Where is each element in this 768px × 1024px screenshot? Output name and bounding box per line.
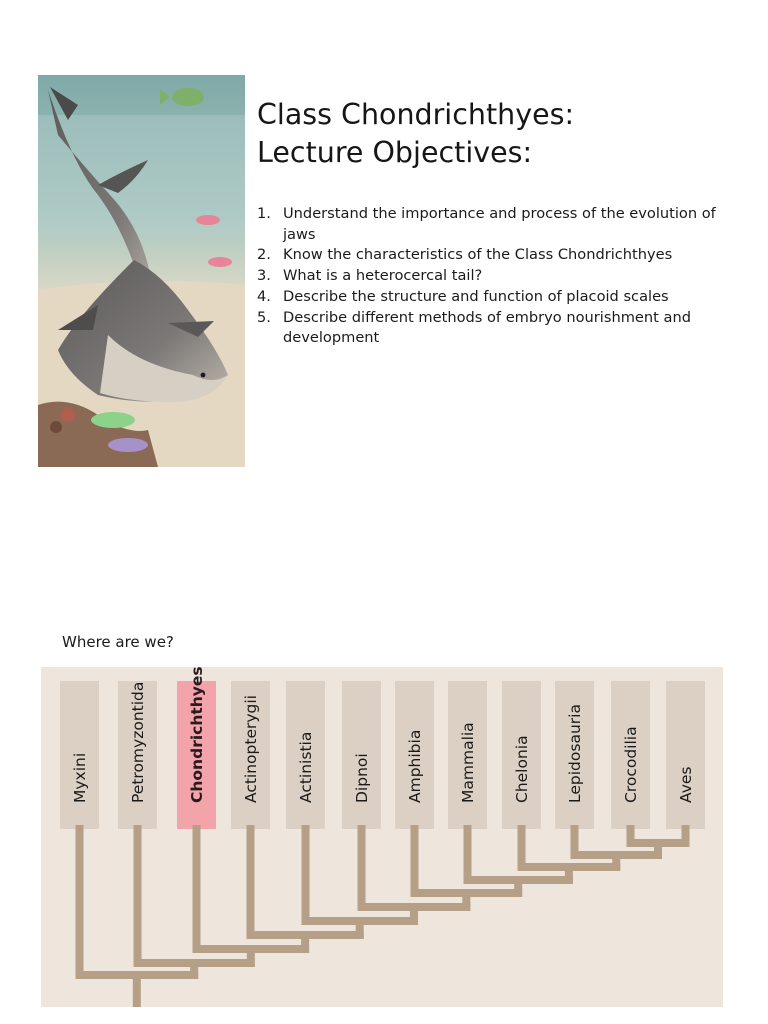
title-line-2: Lecture Objectives: (257, 136, 533, 169)
objective-item (257, 245, 717, 266)
objective-number: 5. (257, 308, 271, 326)
taxon-label: Dipnoi (352, 753, 371, 803)
objective-item (257, 204, 717, 245)
taxon-label: Myxini (70, 752, 89, 803)
title-line-1: Class Chondrichthyes: (257, 98, 575, 131)
objective-number: 2. (257, 246, 271, 264)
objective-number: 3. (257, 267, 271, 285)
taxon-label: Chelonia (512, 735, 531, 803)
lecture-title (257, 96, 737, 172)
taxon-label: Actinopterygii (241, 695, 260, 803)
taxon-label: Actinistia (296, 731, 315, 803)
taxon-label: Mammalia (458, 722, 477, 803)
objective-item (257, 266, 717, 287)
taxon-label: Aves (676, 766, 695, 803)
objective-item (257, 287, 717, 308)
objective-number: 4. (257, 287, 271, 305)
taxon-label: Lepidosauria (565, 704, 584, 803)
cladogram-branches (41, 667, 723, 1007)
objectives-list (257, 204, 717, 349)
cladogram (41, 667, 723, 1007)
objective-text: Understand the importance and process of the evolution of jaws (283, 205, 716, 243)
shark-illustration (38, 75, 245, 467)
section-label: Where are we? (62, 633, 174, 651)
taxon-label: Chondrichthyes (187, 666, 206, 803)
objective-text: Know the characteristics of the Class Chondrichthyes (283, 246, 673, 264)
objective-text: Describe different methods of embryo nourishment and development (283, 308, 691, 347)
objective-text: Describe the structure and function of placoid scales (283, 287, 669, 305)
objective-text: What is a heterocercal tail? (283, 267, 483, 285)
taxon-label: Crocodilia (621, 726, 640, 803)
objective-item (257, 308, 717, 349)
taxon-label: Amphibia (405, 729, 424, 803)
objective-number: 1. (257, 205, 271, 222)
taxon-label: Petromyzontida (128, 681, 147, 803)
